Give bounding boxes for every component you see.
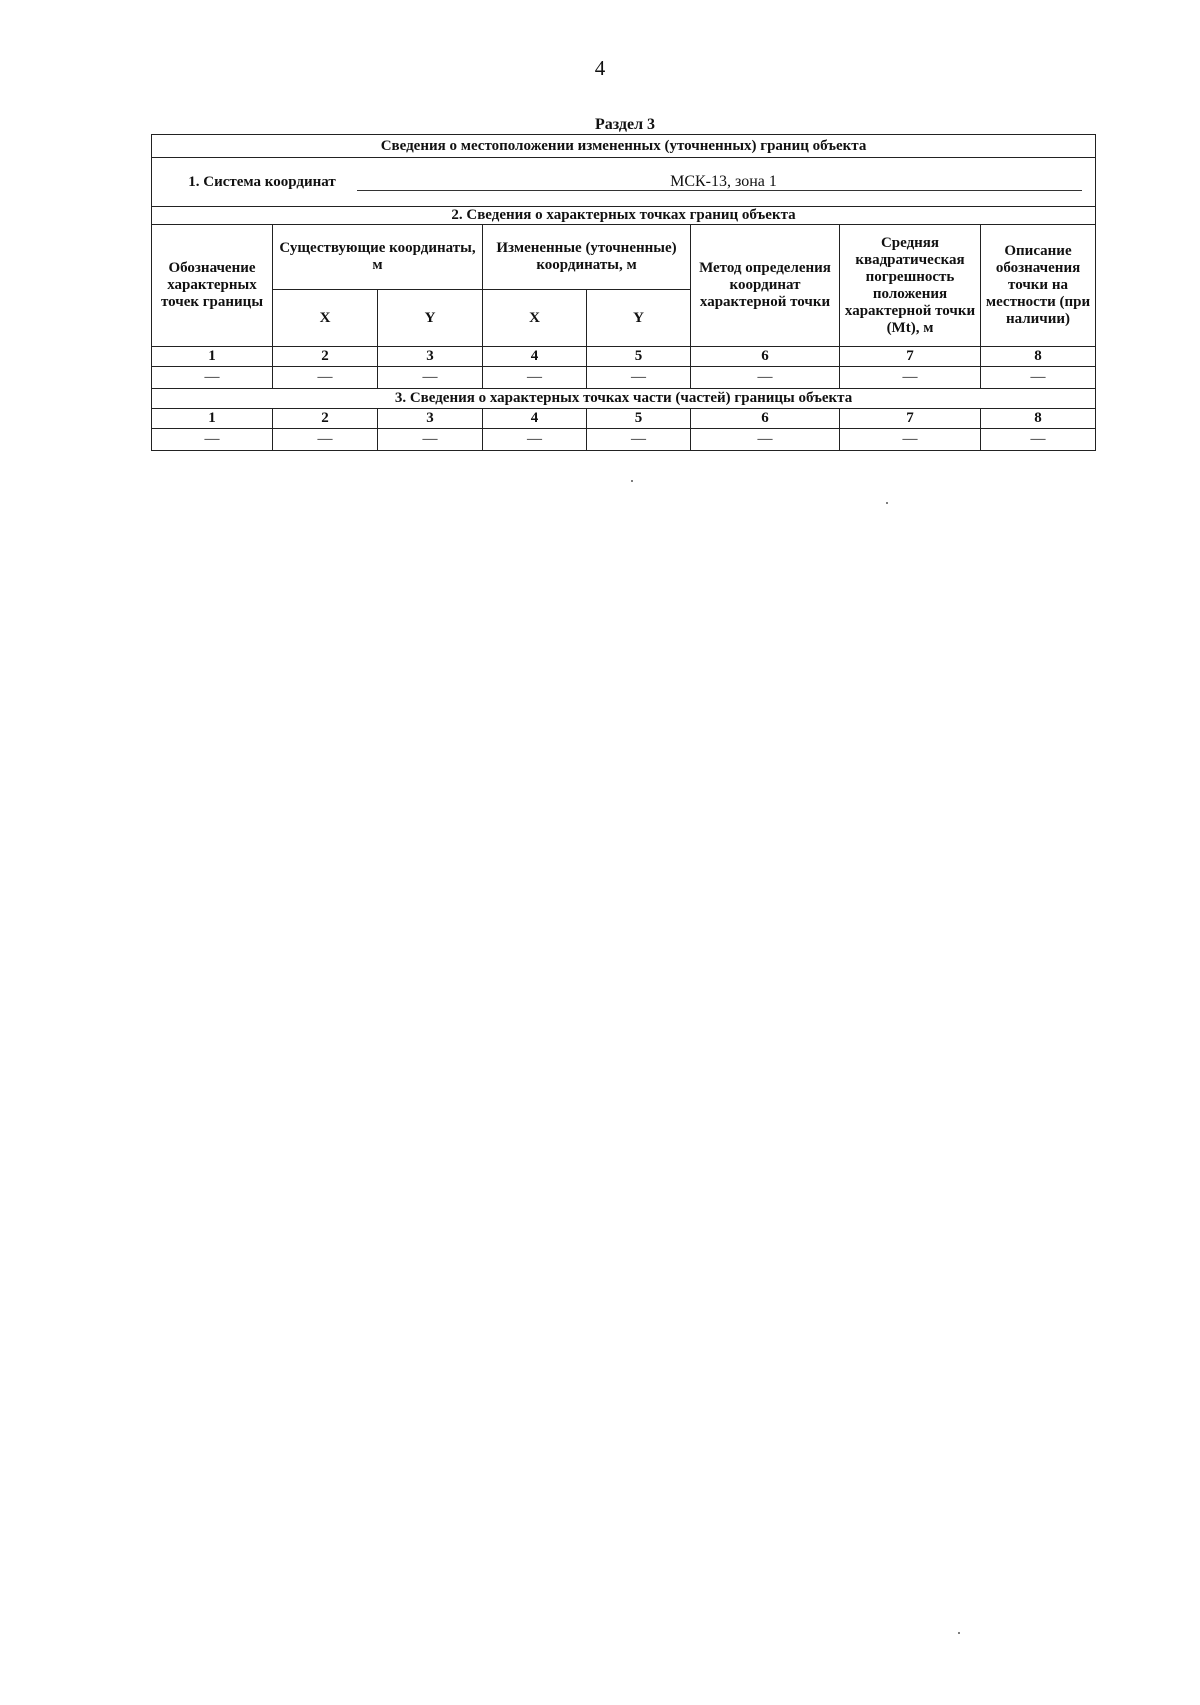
table-cell: — [273, 429, 378, 451]
scan-speck [886, 502, 888, 504]
table-cell: — [840, 429, 981, 451]
column-number: 3 [378, 409, 483, 429]
column-numbers-row [152, 347, 1096, 367]
header-description: Описание обозначения точки на местности (при наличии) [981, 225, 1096, 347]
column-number: 8 [981, 409, 1096, 429]
column-number: 6 [691, 347, 840, 367]
scan-speck [958, 1632, 960, 1634]
header-row-top [152, 225, 1096, 290]
table-cell: — [587, 429, 691, 451]
section-title: Раздел 3 [594, 116, 656, 133]
header-existing-x: X [273, 290, 378, 347]
header-designation: Обозначение характерных точек границы [152, 225, 273, 347]
column-number: 2 [273, 409, 378, 429]
table-cell: — [483, 367, 587, 389]
table-cell: — [152, 367, 273, 389]
column-number: 4 [483, 347, 587, 367]
table-cell: — [587, 367, 691, 389]
part2-title-row [152, 207, 1096, 225]
coord-system-row [152, 158, 1096, 207]
table-cell: — [273, 367, 378, 389]
table-cell: — [378, 367, 483, 389]
table-cell: — [378, 429, 483, 451]
header-existing-coords: Существующие координаты, м [273, 225, 483, 290]
coord-system-value: МСК-13, зона 1 [357, 173, 1082, 191]
table-cell: — [152, 429, 273, 451]
column-number: 7 [840, 409, 981, 429]
column-number: 7 [840, 347, 981, 367]
table-cell: — [691, 367, 840, 389]
part3-title-row [152, 389, 1096, 409]
part3-title: 3. Сведения о характерных точках части (частей) границы объекта [152, 389, 1096, 409]
table-cell: — [981, 367, 1096, 389]
scan-speck [631, 480, 633, 482]
part3-column-numbers-row [152, 409, 1096, 429]
header-method: Метод определения координат характерной точки [691, 225, 840, 347]
header-changed-coords: Измененные (уточненные) координаты, м [483, 225, 691, 290]
header-existing-y: Y [378, 290, 483, 347]
header-error: Средняя квадратическая погрешность положения характерной точки (Mt), м [840, 225, 981, 347]
column-number: 5 [587, 409, 691, 429]
header-changed-x: X [483, 290, 587, 347]
boundary-table [151, 134, 1096, 451]
table-cell: — [483, 429, 587, 451]
table-cell: — [981, 429, 1096, 451]
column-number: 5 [587, 347, 691, 367]
table-cell: — [691, 429, 840, 451]
table-row [152, 429, 1096, 451]
header-changed-y: Y [587, 290, 691, 347]
table-row [152, 367, 1096, 389]
coord-system-cell [152, 158, 1096, 207]
coord-system-label: 1. Система координат [188, 174, 336, 190]
column-number: 3 [378, 347, 483, 367]
column-number: 6 [691, 409, 840, 429]
table-title-row [152, 135, 1096, 158]
table-cell: — [840, 367, 981, 389]
column-number: 1 [152, 347, 273, 367]
page-number: 4 [594, 56, 606, 80]
column-number: 1 [152, 409, 273, 429]
column-number: 4 [483, 409, 587, 429]
part2-title: 2. Сведения о характерных точках границ объекта [152, 207, 1096, 225]
column-number: 8 [981, 347, 1096, 367]
table-title: Сведения о местоположении измененных (уточненных) границ объекта [152, 135, 1096, 158]
column-number: 2 [273, 347, 378, 367]
